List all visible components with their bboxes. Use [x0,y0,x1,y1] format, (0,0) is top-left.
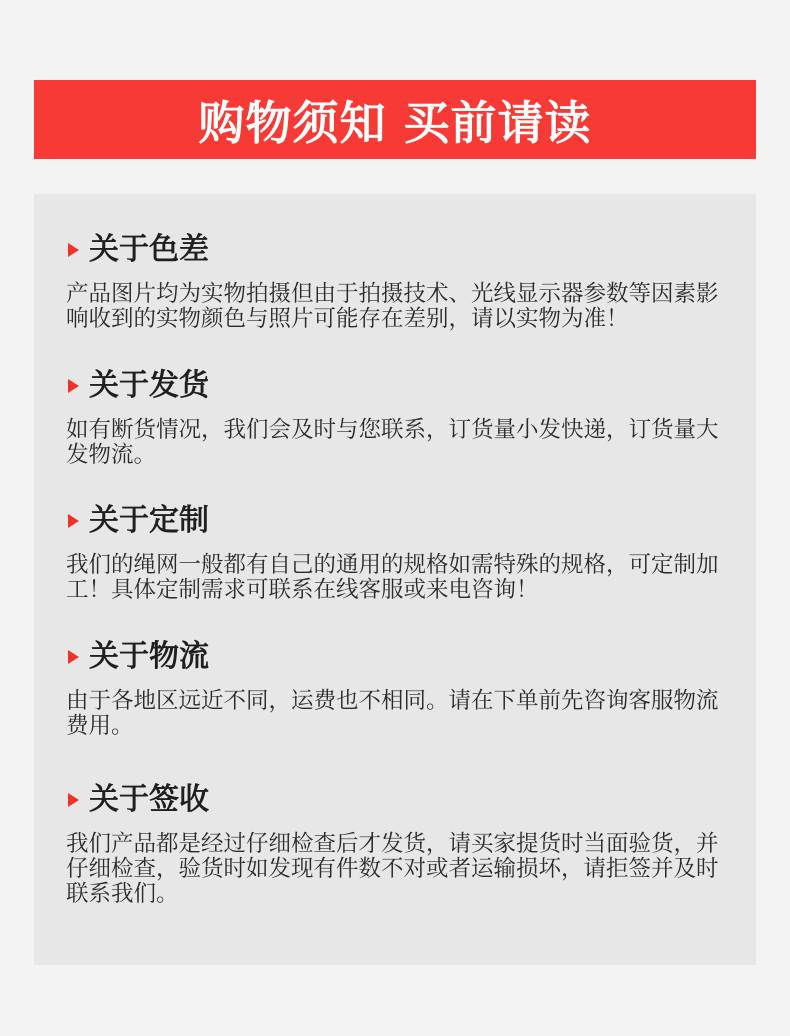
section-header [66,637,736,677]
triangle-marker-icon [68,793,79,807]
section-text: 由于各地区远近不同，运费也不相同。请在下单前先咨询客服物流费用。 [66,688,719,739]
section-logistics [66,637,736,739]
triangle-marker-icon [68,379,79,393]
section-text: 如有断货情况，我们会及时与您联系，订货量小发快递，订货量大发物流。 [66,417,719,468]
section-title: 关于色差 [89,232,209,267]
notice-panel [34,194,756,965]
section-shipping [66,366,736,468]
section-title: 关于定制 [89,503,209,538]
section-color-difference [66,230,736,332]
section-text: 我们产品都是经过仔细检查后才发货，请买家提货时当面验货，并仔细检查，验货时如发现有件数不对或者运输损坏，请拒签并及时联系我们。 [66,831,719,907]
section-customization [66,501,736,603]
header-banner [34,80,756,159]
triangle-marker-icon [68,650,79,664]
section-text: 产品图片均为实物拍摄但由于拍摄技术、光线显示器参数等因素影响收到的实物颜色与照片可能存在差别，请以实物为准！ [66,281,719,332]
section-header [66,230,736,270]
section-receipt [66,780,736,907]
section-header [66,780,736,820]
section-title: 关于签收 [89,782,209,817]
section-title: 关于物流 [89,639,209,674]
section-header [66,366,736,406]
section-title: 关于发货 [89,368,209,403]
page-title: 购物须知 买前请读 [198,95,592,150]
triangle-marker-icon [68,243,79,257]
section-text: 我们的绳网一般都有自己的通用的规格如需特殊的规格，可定制加工！具体定制需求可联系在线客服或来电咨询！ [66,552,719,603]
section-header [66,501,736,541]
triangle-marker-icon [68,514,79,528]
